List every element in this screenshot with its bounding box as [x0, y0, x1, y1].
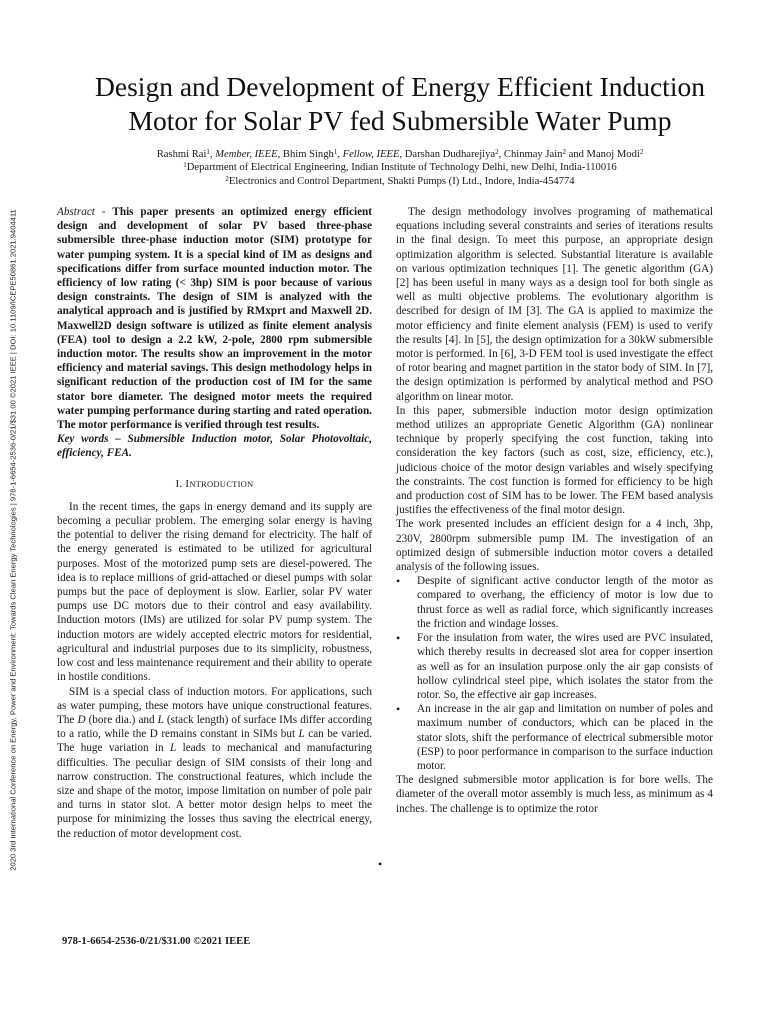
- affiliation-mark: 2: [639, 148, 644, 156]
- author-block: [40, 148, 760, 188]
- affiliation-mark: 1: [206, 148, 210, 156]
- title-line-2: Motor for Solar PV fed Submersible Water Pump: [128, 105, 672, 136]
- author-name: Rashmi Rai: [156, 149, 207, 160]
- right-paragraph-4: The designed submersible motor application is for bore wells. The diameter of the overall motor assembly is much less, as minimum as 4 inches. The challenge is to optimize the rotor: [396, 774, 713, 815]
- symbol-l: L: [170, 742, 177, 755]
- abstract-body: This paper presents an optimized energy efficient design and development of solar PV based three-phase submersible three-phase induction motor (SIM) prototype for water pumping system. It is a special kind of IM as designs and specifications differ from surface mounted induction motor. The efficiency of low rating (< 3hp) SIM is poor because of various design constraints. The design of SIM is analyzed with the analytical approach and is justified by RMxprt and Maxwell 2D. Maxwell2D design software is utilized as finite element analysis (FEA) tool to design a 2.2 kW, 2-pole, 2800 rpm submersible induction motor. The results show an improvement in the motor efficiency and material savings. This design methodology helps in significant reduction of the production cost of IM for the same stator bore diameter. The designed motor meets the required water pumping performance during starting and rated operation. The motor performance is verified through test results.: [57, 206, 372, 432]
- affiliation-text: Electronics and Control Department, Shakti Pumps (I) Ltd., Indore, India-454774: [228, 175, 575, 187]
- author-name: Bhim Singh: [282, 149, 334, 160]
- list-item: • For the insulation from water, the wires used are PVC insulated, which thereby results in decreased slot area for copper insertion as well as for an insulation purpose only the air gap consists of hollow cylindrical steel pipe, which isolates the stator from the rotor. So, the effective air gap increases.: [396, 631, 713, 702]
- author-line: [40, 148, 760, 161]
- list-item: • An increase in the air gap and limitation on number of poles and maximum number of conductors, which can be placed in the stator slots, shift the performance of electrical submersible motor (ESP) to poor performance in comparison to the surface induction motor.: [396, 702, 713, 773]
- separator: ,: [277, 149, 283, 160]
- title-line-1: Design and Development of Energy Efficient Induction: [95, 71, 705, 102]
- author-role: Member, IEEE: [215, 149, 278, 160]
- abstract-lead: Abstract -: [57, 206, 113, 218]
- symbol-l: L: [157, 713, 164, 726]
- author-name: Manoj Modi: [586, 149, 640, 160]
- separator: ,: [209, 149, 216, 160]
- right-column: [396, 205, 713, 816]
- copyright-footer: 978-1-6654-2536-0/21/$31.00 ©2021 IEEE: [62, 936, 251, 947]
- intro-paragraph-1: In the recent times, the gaps in energy demand and its supply are becoming a peculiar problem. The emerging solar energy is having the potential to deliver the rising demand for electricity. The half of the energy generated is estimated to be utilized for agricultural purposes. Most of the motorized pump sets are diesel-powered. The idea is to replace millions of grid-attached or diesel pumps with solar pumps but the pace of deployment is slow. Earlier, solar PV water pumps use DC motors due to their control and easy availability. Induction motors (IMs) are utilized for solar PV pump system. The induction motors are widely accepted electric motors for residential, agricultural and industrial purposes due to its simplicity, robustness, low cost and less maintenance requirement and their ability to operate in hostile conditions.: [57, 500, 372, 684]
- keywords: Key words – Submersible Induction motor, Solar Photovoltaic, efficiency, FEA.: [57, 433, 372, 460]
- doi-side-note: [0, 0, 26, 1024]
- affiliation-mark: 1: [333, 148, 338, 156]
- affiliation-mark: 2: [495, 148, 499, 156]
- separator: ,: [399, 149, 405, 160]
- separator: ,: [498, 149, 504, 160]
- section-smallcaps: NTRODUCTION: [189, 478, 254, 489]
- section-numeral: I.: [175, 477, 186, 490]
- affiliation-2: [40, 175, 760, 188]
- text-run: (bore dia.) and: [85, 713, 158, 726]
- affiliation-mark: 1: [183, 161, 187, 170]
- author-role: Fellow, IEEE: [342, 149, 400, 160]
- affiliation-text: Department of Electrical Engineering, Indian Institute of Technology Delhi, new Delhi, India-110016: [186, 162, 617, 174]
- affiliation-1: [40, 161, 760, 174]
- section-heading-introduction: [57, 477, 372, 491]
- text-run: SIM is a special class of induction motors. For applications, such as water pumping, these motors have unique constructional features. The: [57, 685, 372, 726]
- paper-title: [40, 70, 760, 138]
- text-run: can be varied. The huge variation in: [57, 728, 372, 755]
- affiliation-mark: 2: [562, 148, 566, 156]
- list-item: • Despite of significant active conductor length of the motor as compared to overhang, the efficiency of motor is low due to thrust force as well as radial force, which significantly increases the friction and windage losses.: [396, 574, 713, 631]
- separator: ,: [337, 149, 343, 160]
- issue-list: [396, 574, 713, 773]
- separator: and: [565, 149, 587, 160]
- left-column: [57, 205, 372, 841]
- affiliation-mark: 2: [225, 174, 229, 183]
- author-name: Darshan Dudharejiya: [404, 149, 496, 160]
- right-paragraph-2: In this paper, submersible induction motor design optimization method utilizes an appropriate Genetic Algorithm (GA) nonlinear technique by properly specifying the cost function, taking into consideration the key factors (such as cost, size, efficiency, etc.), judicious choice of the motor design variables and wisely specifying the constraints. The cost function is formed for efficiency to be high and production cost of SIM has to be lower. The FEM based analysis justifies the effectiveness of the final motor design.: [396, 404, 713, 517]
- right-paragraph-3: The work presented includes an efficient design for a 4 inch, 3hp, 230V, 2800rpm submersible pump IM. The investigation of an optimized design of submersible induction motor covers a detailed analysis of the following issues.: [396, 518, 713, 574]
- symbol-d: D: [77, 713, 86, 726]
- text-run: leads to mechanical and manufacturing difficulties. The peculiar design of SIM consists of their long and narrow construction. The constructional features, which include the size and shape of the motor, impose limitation on number of pole pair and turns in stator slot. A better motor design helps to meet the purpose for minimizing the losses thus saving the electrical energy, the reduction of motor development cost.: [57, 742, 373, 840]
- doi-side-text: 2020 3rd International Conference on Energy, Power and Environment: Towards Clean Energy Technologies | 978-1-6654-2536-0/21/$31.00 ©2021 IEEE | DOI: 10.1109/ICEPE50861.2021.9404411: [8, 209, 18, 871]
- section-cap: I: [185, 477, 190, 490]
- symbol-l: L: [298, 728, 305, 741]
- author-name: Chinmay Jain: [503, 149, 563, 160]
- text-run: (stack length) of surface IMs differ according to a ratio, while the D remains constant in SIMs but: [57, 713, 372, 741]
- right-paragraph-1: The design methodology involves programing of mathematical equations including several constraints and series of iterations results in the final design. To meet this purpose, an appropriate design optimization algorithm is selected. Substantial literature is available on various optimization techniques [1]. The genetic algorithm (GA) [2] has been useful in many ways as a design tool for both single as well as multi objective problems. The evolutionary algorithm is described for design of IM [3]. The GA is applied to maximize the motor efficiency and finite element analysis (FEM) is used to verify the results [4]. In [5], the design optimization for a 30kW submersible motor is performed. In [6], 3-D FEM tool is used investigate the effect of rotor bearing and magnet partition in the stator body of SIM. In [7], the design optimization is performed by analytical method and PSO algorithm on linear motor.: [396, 206, 713, 403]
- bullet-marker: •: [378, 857, 383, 871]
- intro-paragraph-2: [57, 685, 372, 841]
- abstract: [57, 205, 372, 432]
